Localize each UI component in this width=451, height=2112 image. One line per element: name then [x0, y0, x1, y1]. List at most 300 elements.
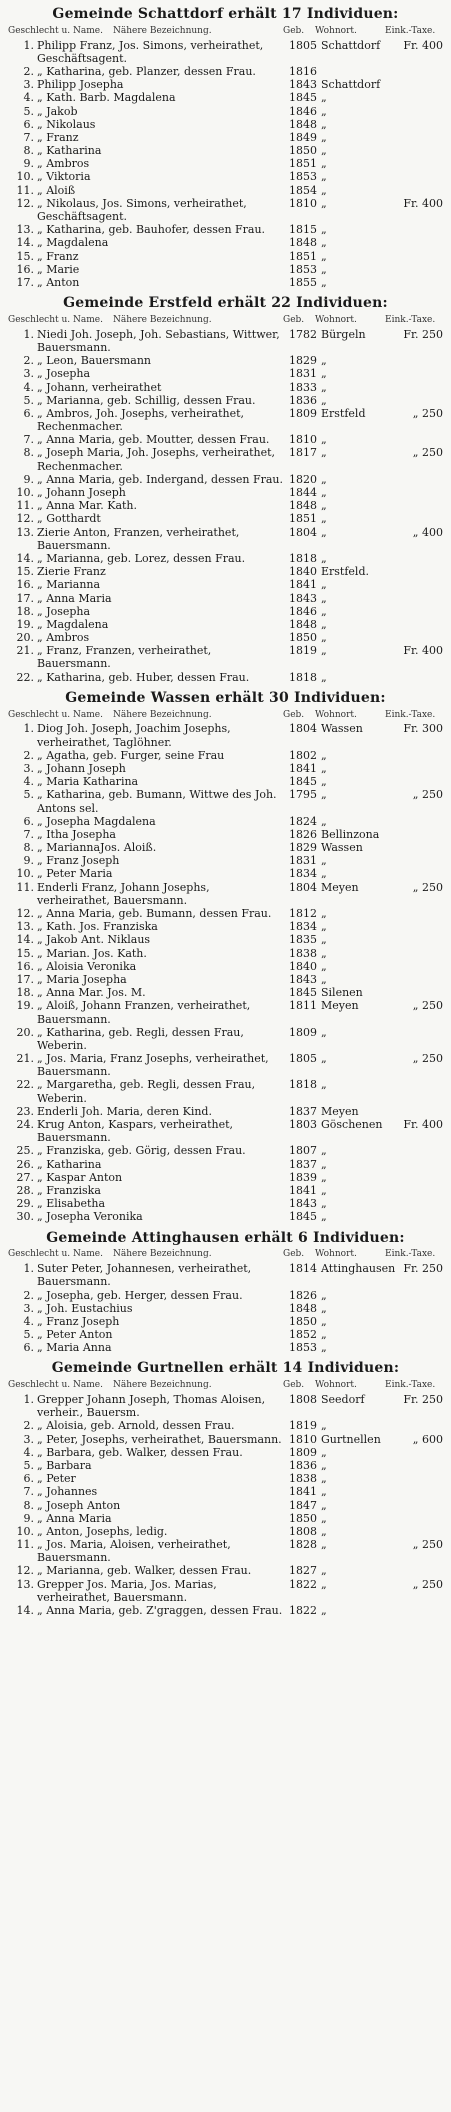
entry-number: 4.	[23, 380, 34, 394]
entry-row	[8, 486, 443, 499]
column-header: Wohnort.	[315, 709, 357, 720]
entry-tax: „ 600	[412, 1432, 443, 1446]
entry-number: 1.	[23, 1393, 34, 1407]
entry-birth-year: 1833	[289, 380, 317, 394]
entry-number: 6.	[23, 406, 34, 420]
entry-residence: „	[321, 1498, 327, 1512]
entry-number: 9.	[23, 157, 34, 171]
entry-text: „ Itha Josepha	[37, 827, 116, 841]
entry-text: „ Aloisia, geb. Arnold, dessen Frau.	[37, 1419, 235, 1433]
entry-birth-year: 1822	[289, 1577, 317, 1591]
entry-number: 3.	[23, 367, 34, 381]
entry-row	[8, 473, 443, 486]
entry-number: 21.	[16, 644, 34, 658]
entry-tax: Fr. 300	[403, 722, 443, 736]
entry-birth-year: 1841	[289, 761, 317, 775]
entry-row	[8, 565, 443, 578]
entry-text: „ Marianna, geb. Walker, dessen Frau.	[37, 1564, 252, 1578]
entry-residence: „	[321, 249, 327, 263]
entry-birth-year: 1852	[289, 1328, 317, 1342]
entry-tax: „ 250	[412, 1538, 443, 1552]
entry-row	[8, 263, 443, 276]
entry-row	[8, 118, 443, 131]
entry-text: „ Aloisia Veronika	[37, 959, 137, 973]
entry-number: 4.	[23, 91, 34, 105]
entry-birth-year: 1828	[289, 1538, 317, 1552]
entry-text: Krug Anton, Kaspars, verheirathet, Bauersmann.	[37, 1118, 234, 1145]
entry-number: 8.	[23, 841, 34, 855]
entry-row	[8, 631, 443, 644]
entry-text: „ Katharina, geb. Huber, dessen Frau.	[37, 670, 250, 684]
entry-residence: „	[321, 525, 327, 539]
entry-row	[8, 1052, 443, 1078]
entry-birth-year: 1848	[289, 617, 317, 631]
entry-residence: Göschenen	[321, 1118, 383, 1132]
entry-number: 14.	[16, 933, 34, 947]
entry-tax: „ 250	[412, 446, 443, 460]
entry-birth-year: 1810	[289, 1432, 317, 1446]
entry-text: „ Anna Mar. Jos. M.	[37, 986, 146, 1000]
entry-birth-year: 1819	[289, 644, 317, 658]
entry-birth-year: 1849	[289, 130, 317, 144]
entry-number: 10.	[16, 170, 34, 184]
entry-birth-year: 1805	[289, 1052, 317, 1066]
entry-residence: Bürgeln	[321, 327, 366, 341]
entry-text: „ Leon, Bauersmann	[37, 354, 152, 368]
entry-row	[8, 1315, 443, 1328]
entry-number: 16.	[16, 578, 34, 592]
section-title: Gemeinde Erstfeld erhält 22 Individuen:	[63, 295, 388, 312]
entry-text: „ Johann Joseph	[37, 761, 126, 775]
entry-text: „ Peter Maria	[37, 867, 113, 881]
entry-number: 10.	[16, 486, 34, 499]
entry-row	[8, 973, 443, 986]
entry-row	[8, 1105, 443, 1118]
entry-residence: „	[321, 972, 327, 986]
section-title: Gemeinde Attinghausen erhält 6 Individuen:	[46, 1229, 405, 1246]
column-header: Wohnort.	[315, 25, 357, 36]
entry-birth-year: 1810	[289, 433, 317, 447]
entry-residence: „	[321, 275, 327, 289]
column-header: Eink.-Taxe.	[385, 314, 436, 325]
entry-text: Philipp Josepha	[37, 78, 124, 92]
entry-number: 9.	[23, 472, 34, 486]
entry-residence: „	[321, 1485, 327, 1499]
entry-number: 26.	[16, 1157, 34, 1171]
municipality-section	[8, 6, 443, 289]
entry-text: „ Kaspar Anton	[37, 1170, 123, 1184]
entry-birth-year: 1808	[289, 1524, 317, 1538]
entry-number: 7.	[23, 1485, 34, 1499]
entry-number: 1.	[23, 722, 34, 736]
entry-residence: „	[321, 1564, 327, 1578]
entry-number: 11.	[16, 880, 34, 894]
entry-birth-year: 1840	[289, 565, 317, 579]
entry-text: „ Marie	[37, 262, 80, 276]
column-header: Nähere Bezeichnung.	[113, 1249, 212, 1260]
entry-text: „ Franz Joseph	[37, 854, 120, 868]
entry-row	[8, 276, 443, 289]
entry-text: „ Agatha, geb. Furger, seine Frau	[37, 748, 225, 762]
entry-text: „ Maria Josepha	[37, 972, 127, 986]
entry-row	[8, 828, 443, 841]
entry-number: 18.	[16, 604, 34, 618]
municipality-section	[8, 1360, 443, 1617]
entry-residence: „	[321, 183, 327, 197]
entry-number: 8.	[23, 446, 34, 460]
entry-text: „ Anna Maria, geb. Z'graggen, dessen Frau.	[37, 1604, 283, 1618]
entry-birth-year: 1795	[289, 788, 317, 802]
entry-residence: Meyen	[321, 880, 359, 894]
entry-residence: „	[321, 551, 327, 565]
column-headers	[8, 315, 443, 326]
entry-text: „ Marianna	[37, 578, 101, 592]
column-header: Nähere Bezeichnung.	[113, 709, 212, 720]
entry-text: „ Aloiß, Johann Franzen, verheirathet, Bauersmann.	[37, 999, 251, 1026]
entry-number: 11.	[16, 499, 34, 513]
entry-birth-year: 1814	[289, 1262, 317, 1276]
entry-text: Zierie Anton, Franzen, verheirathet, Bauersmann.	[37, 525, 240, 552]
entry-residence: „	[321, 1419, 327, 1433]
entry-row	[8, 1171, 443, 1184]
entry-residence: „	[321, 591, 327, 605]
entry-row	[8, 1210, 443, 1223]
entry-birth-year: 1846	[289, 104, 317, 118]
entry-number: 11.	[16, 183, 34, 197]
entry-row	[8, 578, 443, 591]
entry-row	[8, 1499, 443, 1512]
entry-birth-year: 1851	[289, 512, 317, 526]
entry-text: „ Jos. Maria, Aloisen, verheirathet, Bauersmann.	[37, 1538, 231, 1565]
entry-text: „ Franz	[37, 130, 79, 144]
entry-residence: „	[321, 223, 327, 237]
entry-birth-year: 1818	[289, 670, 317, 684]
entry-number: 5.	[23, 1458, 34, 1472]
entry-text: „ Katharina, geb. Bumann, Wittwe des Joh. Antons sel.	[37, 788, 277, 815]
entry-number: 2.	[23, 64, 34, 78]
entry-number: 1.	[23, 327, 34, 341]
entry-text: „ Anna Maria	[37, 591, 112, 605]
entry-text: „ Maria Katharina	[37, 775, 139, 789]
entry-birth-year: 1829	[289, 841, 317, 855]
entry-residence: „	[321, 472, 327, 486]
entry-birth-year: 1808	[289, 1393, 317, 1407]
entry-row	[8, 920, 443, 933]
municipality-section	[8, 295, 443, 684]
column-header: Eink.-Taxe.	[385, 1249, 436, 1260]
entry-number: 20.	[16, 631, 34, 645]
entry-number: 30.	[16, 1210, 34, 1224]
entry-number: 3.	[23, 1301, 34, 1315]
entry-number: 2.	[23, 748, 34, 762]
entry-text: „ Franziska	[37, 1183, 101, 1197]
entry-birth-year: 1817	[289, 446, 317, 460]
entry-number: 22.	[16, 1078, 34, 1092]
entry-text: Niedi Joh. Joseph, Joh. Sebastians, Wittwer, Bauersmann.	[37, 327, 280, 354]
entry-birth-year: 1848	[289, 117, 317, 131]
entry-birth-year: 1836	[289, 1458, 317, 1472]
entry-row	[8, 854, 443, 867]
entry-text: „ Anna Maria	[37, 1511, 112, 1525]
entry-row	[8, 197, 443, 223]
entry-text: „ Marian. Jos. Kath.	[37, 946, 147, 960]
entry-text: Grepper Jos. Maria, Jos. Marias, verheirathet, Bauersmann.	[37, 1577, 217, 1604]
entry-row	[8, 170, 443, 183]
entry-birth-year: 1850	[289, 631, 317, 645]
entry-text: „ Johann Joseph	[37, 486, 126, 499]
entry-row	[8, 1328, 443, 1341]
entry-residence: Erstfeld	[321, 406, 366, 420]
entry-birth-year: 1803	[289, 1118, 317, 1132]
entry-number: 5.	[23, 393, 34, 407]
entry-row	[8, 1433, 443, 1446]
municipality-section	[8, 690, 443, 1224]
entry-row	[8, 1144, 443, 1157]
entry-number: 12.	[16, 196, 34, 210]
entry-birth-year: 1834	[289, 920, 317, 934]
entry-birth-year: 1839	[289, 1170, 317, 1184]
entry-tax: „ 250	[412, 406, 443, 420]
entry-birth-year: 1838	[289, 946, 317, 960]
entry-row	[8, 960, 443, 973]
entry-tax: Fr. 400	[403, 1118, 443, 1132]
entry-text: „ Joseph Anton	[37, 1498, 121, 1512]
entry-birth-year: 1845	[289, 91, 317, 105]
entry-row	[8, 499, 443, 512]
entry-birth-year: 1843	[289, 591, 317, 605]
entry-row	[8, 250, 443, 263]
entry-residence: Meyen	[321, 999, 359, 1013]
entry-residence: „	[321, 367, 327, 381]
entry-row	[8, 1078, 443, 1104]
entry-row	[8, 618, 443, 631]
entry-birth-year: 1820	[289, 472, 317, 486]
entry-number: 14.	[16, 1604, 34, 1618]
entry-text: „ Elisabetha	[37, 1197, 106, 1211]
entry-birth-year: 1829	[289, 354, 317, 368]
entry-birth-year: 1818	[289, 1078, 317, 1092]
entry-number: 3.	[23, 1432, 34, 1446]
entry-birth-year: 1840	[289, 959, 317, 973]
entry-residence: „	[321, 907, 327, 921]
entry-birth-year: 1843	[289, 1197, 317, 1211]
entry-residence: „	[321, 959, 327, 973]
entry-text: Enderli Joh. Maria, deren Kind.	[37, 1104, 212, 1118]
entry-text: „ Franziska, geb. Görig, dessen Frau.	[37, 1144, 246, 1158]
entry-birth-year: 1815	[289, 223, 317, 237]
entry-residence: „	[321, 1341, 327, 1355]
entry-birth-year: 1850	[289, 1314, 317, 1328]
entry-row	[8, 999, 443, 1025]
entry-residence: „	[321, 1538, 327, 1552]
entry-birth-year: 1810	[289, 196, 317, 210]
entry-text: „ Katharina	[37, 144, 102, 158]
entry-residence: „	[321, 1511, 327, 1525]
entry-text: Philipp Franz, Jos. Simons, verheirathet, Geschäftsagent.	[37, 38, 264, 65]
entry-row	[8, 841, 443, 854]
entry-text: „ Joseph Maria, Joh. Josephs, verheirathet, Rechenmacher.	[37, 446, 276, 473]
entry-row	[8, 1341, 443, 1354]
entry-birth-year: 1816	[289, 64, 317, 78]
entry-text: „ Peter Anton	[37, 1328, 113, 1342]
entry-residence: „	[321, 1288, 327, 1302]
column-header: Geschlecht u. Name.	[8, 1380, 103, 1391]
entry-text: „ Gotthardt	[37, 512, 101, 526]
entry-text: „ Anna Maria, geb. Moutter, dessen Frau.	[37, 433, 270, 447]
entry-tax: „ 250	[412, 1052, 443, 1066]
column-headers	[8, 1380, 443, 1391]
entry-birth-year: 1837	[289, 1104, 317, 1118]
entry-row	[8, 947, 443, 960]
entry-residence: „	[321, 130, 327, 144]
entry-birth-year: 1809	[289, 1025, 317, 1039]
entry-residence: „	[321, 1445, 327, 1459]
column-header: Geschlecht u. Name.	[8, 1249, 103, 1260]
entry-number: 6.	[23, 117, 34, 131]
entry-row	[8, 644, 443, 670]
entry-row	[8, 592, 443, 605]
entry-residence: „	[321, 1301, 327, 1315]
entry-text: „ Barbara	[37, 1458, 92, 1472]
entry-number: 7.	[23, 130, 34, 144]
entry-row	[8, 367, 443, 380]
entry-residence: „	[321, 262, 327, 276]
column-header: Geb.	[283, 1249, 305, 1260]
entry-birth-year: 1826	[289, 1288, 317, 1302]
entry-text: „ Ambros	[37, 631, 90, 645]
entry-number: 17.	[16, 275, 34, 289]
entry-text: „ Magdalena	[37, 236, 109, 250]
entry-birth-year: 1837	[289, 1157, 317, 1171]
entry-text: „ Josepha	[37, 604, 91, 618]
column-header: Wohnort.	[315, 1380, 357, 1391]
section-title: Gemeinde Gurtnellen erhält 14 Individuen:	[51, 1360, 400, 1377]
entry-residence: „	[321, 604, 327, 618]
entry-text: Grepper Johann Joseph, Thomas Aloisen, verheir., Bauersm.	[37, 1393, 266, 1420]
column-header: Geb.	[283, 709, 305, 720]
entry-number: 8.	[23, 1498, 34, 1512]
entry-residence: „	[321, 1577, 327, 1591]
entry-birth-year: 1853	[289, 262, 317, 276]
entry-text: „ Marianna, geb. Schillig, dessen Frau.	[37, 393, 256, 407]
entry-birth-year: 1824	[289, 814, 317, 828]
column-header: Eink.-Taxe.	[385, 1380, 436, 1391]
entry-text: „ Barbara, geb. Walker, dessen Frau.	[37, 1445, 243, 1459]
entry-row	[8, 1538, 443, 1564]
entry-row	[8, 867, 443, 880]
entry-text: „ Jakob Ant. Niklaus	[37, 933, 151, 947]
entry-number: 5.	[23, 104, 34, 118]
entry-birth-year: 1836	[289, 393, 317, 407]
entry-text: „ Ambros, Joh. Josephs, verheirathet, Rechenmacher.	[37, 406, 245, 434]
entry-text: „ Peter	[37, 1472, 76, 1486]
entry-residence: „	[321, 1078, 327, 1092]
entry-text: „ MariannaJos. Aloiß.	[37, 841, 157, 855]
column-header: Wohnort.	[315, 314, 357, 325]
entry-residence: „	[321, 1328, 327, 1342]
entry-number: 2.	[23, 1288, 34, 1302]
entry-row	[8, 1459, 443, 1472]
entry-text: „ Anna Maria, geb. Indergand, dessen Frau.	[37, 472, 284, 486]
entry-row	[8, 1472, 443, 1485]
entry-row	[8, 1262, 443, 1288]
entry-text: Diog Joh. Joseph, Joachim Josephs, verheirathet, Taglöhner.	[37, 722, 231, 749]
entry-text: „ Franz Joseph	[37, 1314, 120, 1328]
entry-number: 12.	[16, 1564, 34, 1578]
entry-text: „ Viktoria	[37, 170, 91, 184]
entry-residence: „	[321, 867, 327, 881]
entry-number: 6.	[23, 814, 34, 828]
entry-row	[8, 407, 443, 433]
entry-row	[8, 1026, 443, 1052]
section-title: Gemeinde Schattdorf erhält 17 Individuen:	[52, 6, 399, 22]
entry-text: „ Johannes	[37, 1485, 98, 1499]
entry-text: „ Josepha Magdalena	[37, 814, 156, 828]
entry-number: 28.	[16, 1183, 34, 1197]
entry-row	[8, 184, 443, 197]
entry-residence: „	[321, 1524, 327, 1538]
entry-residence: „	[321, 236, 327, 250]
entry-residence: „	[321, 393, 327, 407]
entry-row	[8, 1118, 443, 1144]
entry-row	[8, 1564, 443, 1577]
entry-residence: „	[321, 1170, 327, 1184]
entry-number: 6.	[23, 1472, 34, 1486]
entry-birth-year: 1853	[289, 1341, 317, 1355]
entry-text: „ Anton	[37, 275, 80, 289]
column-headers	[8, 1249, 443, 1260]
entry-birth-year: 1854	[289, 183, 317, 197]
entry-tax: „ 250	[412, 999, 443, 1013]
entry-text: „ Joh. Eustachius	[37, 1301, 133, 1315]
entry-row	[8, 1158, 443, 1171]
entry-tax: „ 400	[412, 525, 443, 539]
column-headers	[8, 710, 443, 721]
entry-residence: „	[321, 512, 327, 526]
entry-text: „ Josepha, geb. Herger, dessen Frau.	[37, 1288, 243, 1302]
entry-row	[8, 671, 443, 684]
entry-text: „ Katharina	[37, 1157, 102, 1171]
entry-residence: „	[321, 144, 327, 158]
entry-birth-year: 1841	[289, 1485, 317, 1499]
entry-row	[8, 749, 443, 762]
entry-birth-year: 1802	[289, 748, 317, 762]
entry-residence: „	[321, 933, 327, 947]
entry-row	[8, 762, 443, 775]
entry-number: 15.	[16, 249, 34, 263]
entry-text: „ Anna Maria, geb. Bumann, dessen Frau.	[37, 907, 272, 921]
entry-residence: „	[321, 446, 327, 460]
entry-number: 21.	[16, 1052, 34, 1066]
entry-number: 1.	[23, 38, 34, 52]
entry-birth-year: 1812	[289, 907, 317, 921]
column-headers	[8, 26, 443, 37]
entry-number: 29.	[16, 1197, 34, 1211]
entry-residence: „	[321, 1025, 327, 1039]
entry-text: „ Katharina, geb. Planzer, dessen Frau.	[37, 64, 256, 78]
municipality-section	[8, 1230, 443, 1355]
entry-number: 18.	[16, 986, 34, 1000]
entry-text: „ Jakob	[37, 104, 78, 118]
entry-residence: Wassen	[321, 722, 363, 736]
entry-residence: Gurtnellen	[321, 1432, 381, 1446]
entry-number: 3.	[23, 761, 34, 775]
entry-row	[8, 91, 443, 104]
entry-number: 7.	[23, 827, 34, 841]
entry-residence: Meyen	[321, 1104, 359, 1118]
entry-birth-year: 1811	[289, 999, 317, 1013]
entry-number: 10.	[16, 1524, 34, 1538]
